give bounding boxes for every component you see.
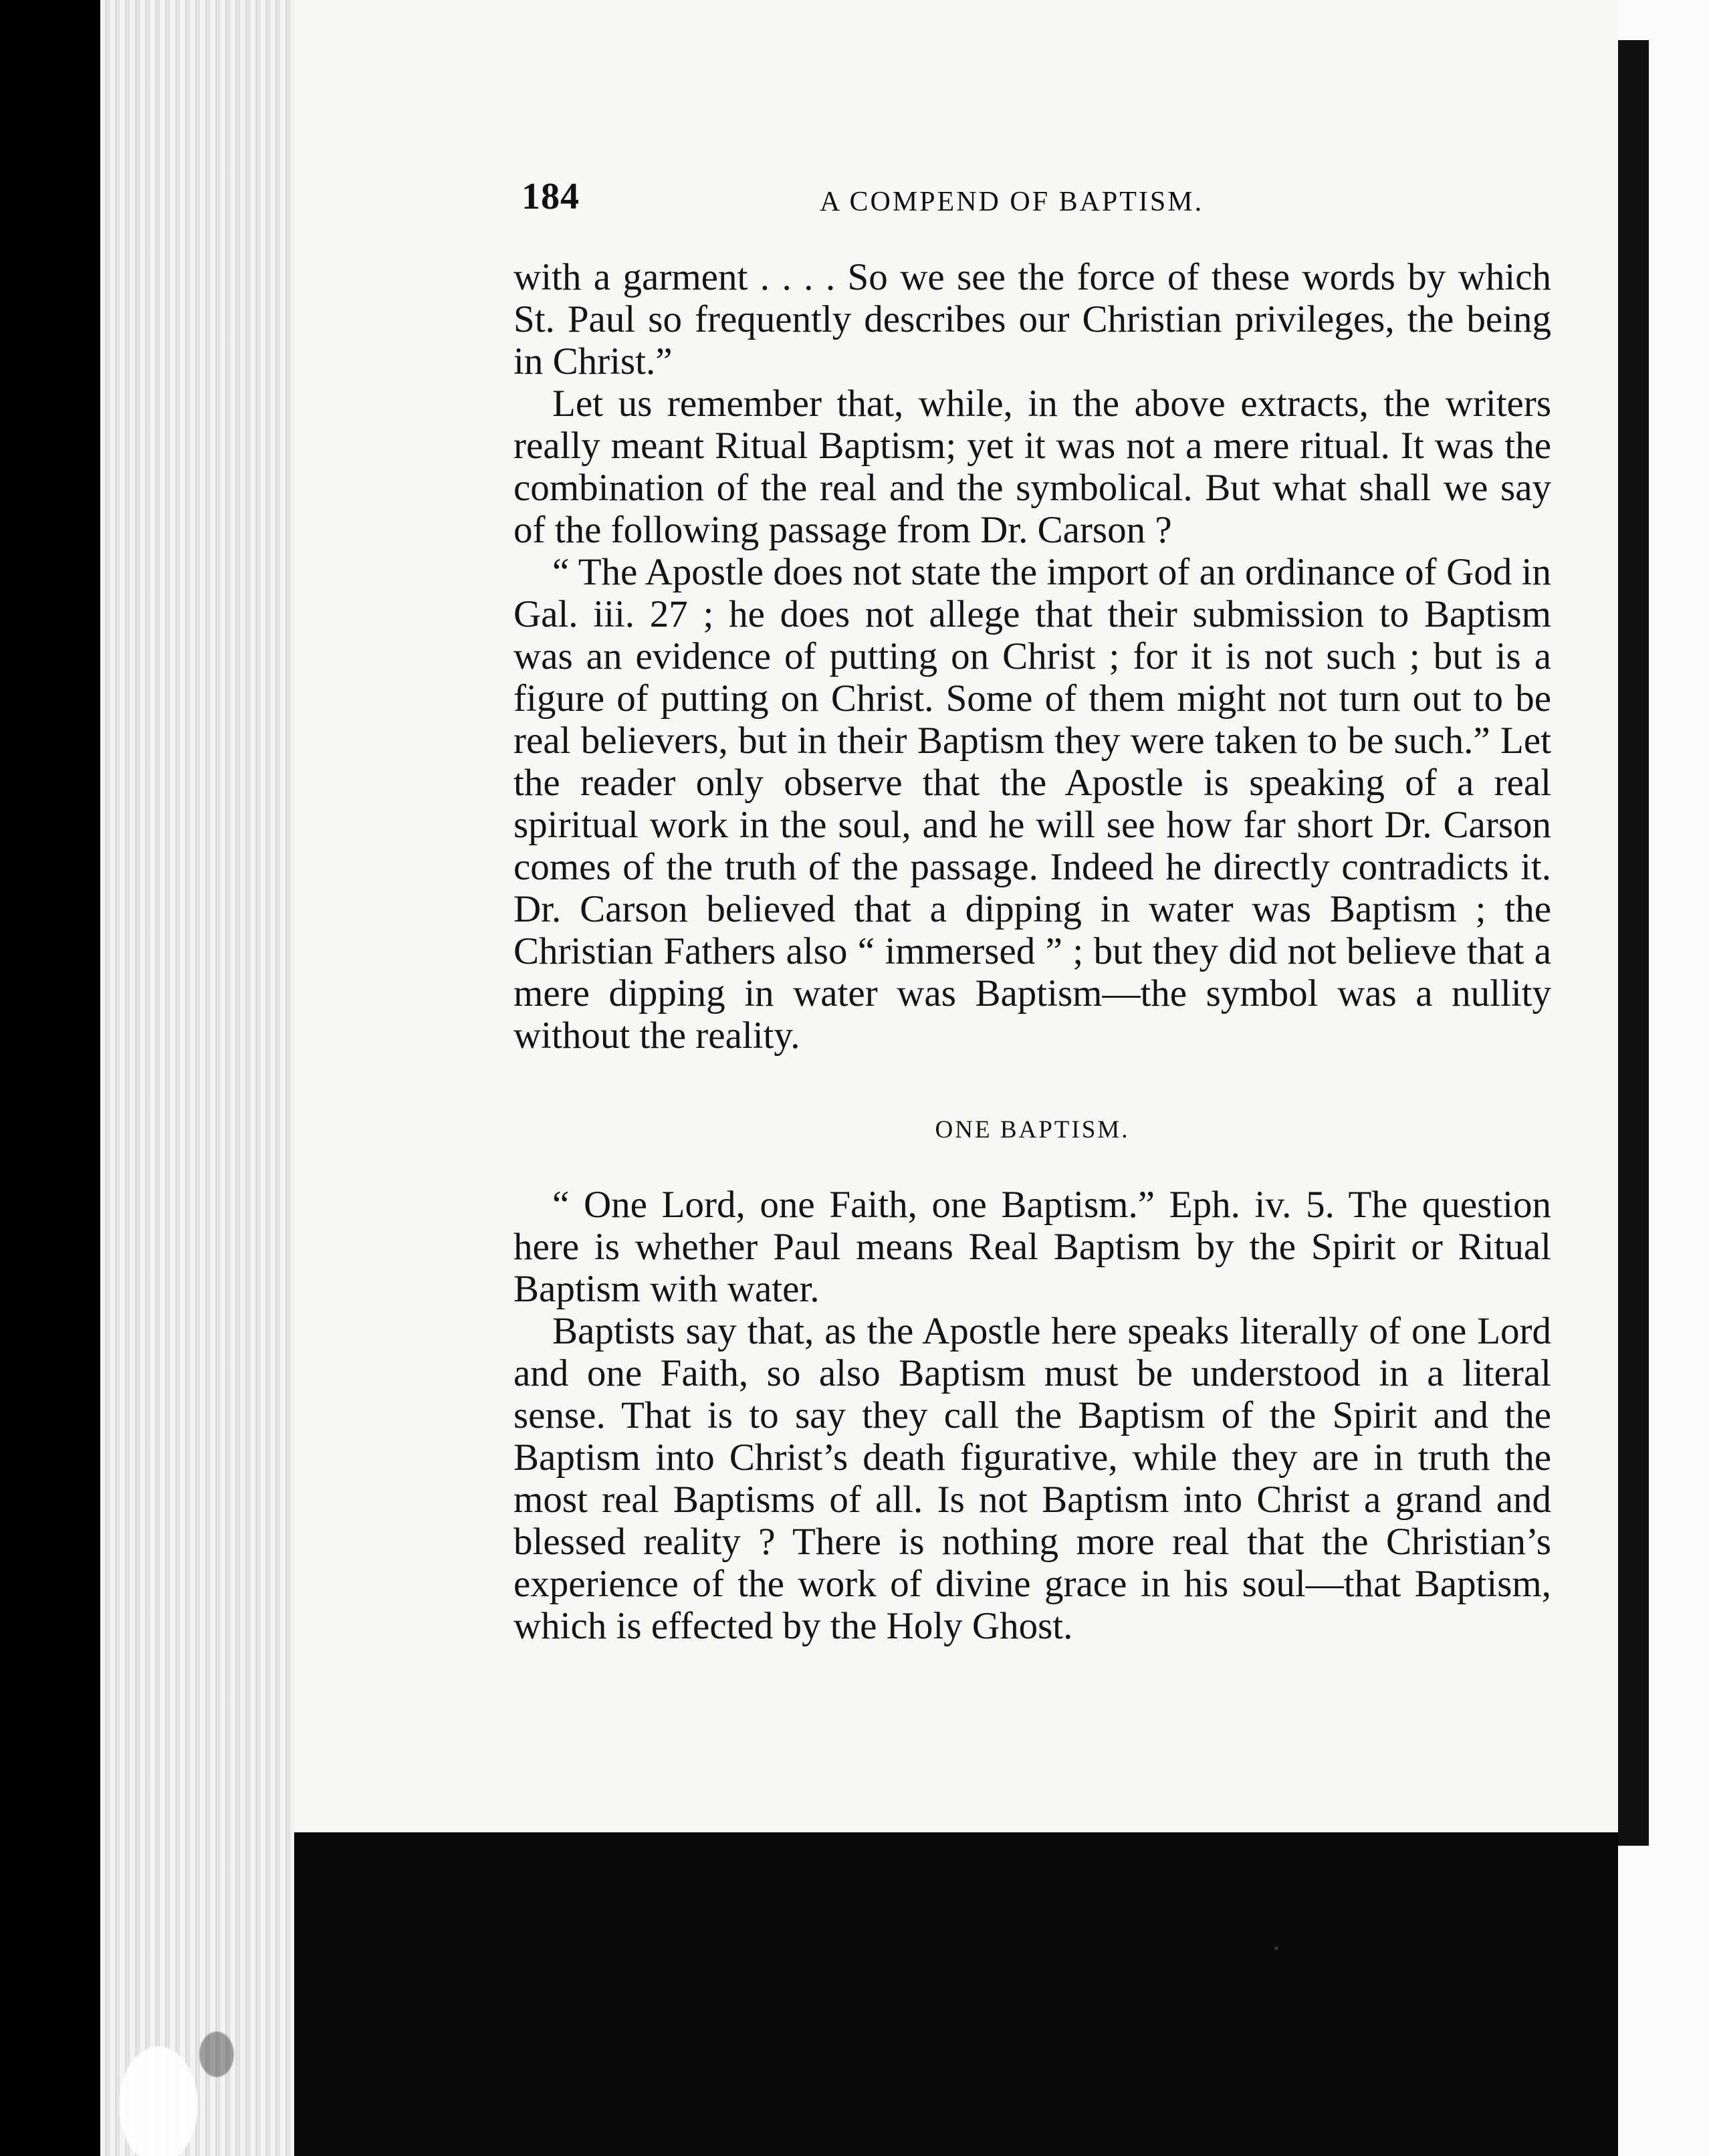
scan-background bbox=[294, 1832, 1618, 2156]
section-heading: ONE BAPTISM. bbox=[935, 1116, 1130, 1144]
ink-speck bbox=[1274, 1946, 1278, 1950]
running-title: A COMPEND OF BAPTISM. bbox=[820, 187, 1204, 217]
paragraph-quotation: “ The Apostle does not state the import of an ordinance of God in Gal. iii. 27 ; he does not allege that their submission to Baptism was an evidence of putting on Christ ; for it is not such ; but is a figure of putting on Christ. Some of them might not turn out to be real believers, but in their Baptism they were taken to be such.” Let the reader only observe that the Apostle is speaking of a real spiritual work in the soul, and he will see how far short Dr. Carson comes of the truth of the passage. Indeed he directly contradicts it. Dr. Carson believed that a dipping in water was Baptism ; the Christian Fathers also “ immersed ” ; but they did not believe that a mere dipping in water was Baptism—the symbol was a nullity without the reality. bbox=[514, 551, 1551, 1057]
body-text bbox=[514, 256, 1551, 1647]
binding-shadow bbox=[1618, 40, 1649, 1846]
page-header bbox=[522, 175, 1545, 229]
book-page-edges bbox=[100, 0, 294, 2156]
paragraph: “ One Lord, one Faith, one Baptism.” Eph. iv. 5. The question here is whether Paul means Real Baptism by the Spirit or Ritual Baptism with water. bbox=[514, 1184, 1551, 1310]
paragraph: Baptists say that, as the Apostle here speaks literally of one Lord and one Faith, so also Baptism must be understood in a literal sense. That is to say they call the Baptism of the Spirit and the Baptism into Christ’s death figurative, while they are in truth the most real Baptisms of all. Is not Baptism into Christ a grand and blessed reality ? There is nothing more real that the Christian’s experience of the work of divine grace in his soul—that Baptism, which is effected by the Holy Ghost. bbox=[514, 1310, 1551, 1647]
page-number: 184 bbox=[522, 176, 580, 217]
facing-page-edge bbox=[1618, 0, 1709, 2156]
paragraph: Let us remember that, while, in the above extracts, the writers really meant Ritual Baptism; yet it was not a mere ritual. It was the combination of the real and the symbolical. But what shall we say of the following passage from Dr. Carson ? bbox=[514, 383, 1551, 551]
paragraph-continuation: with a garment . . . . So we see the force of these words by which St. Paul so frequently describes our Christian privileges, the being in Christ.” bbox=[514, 256, 1551, 383]
